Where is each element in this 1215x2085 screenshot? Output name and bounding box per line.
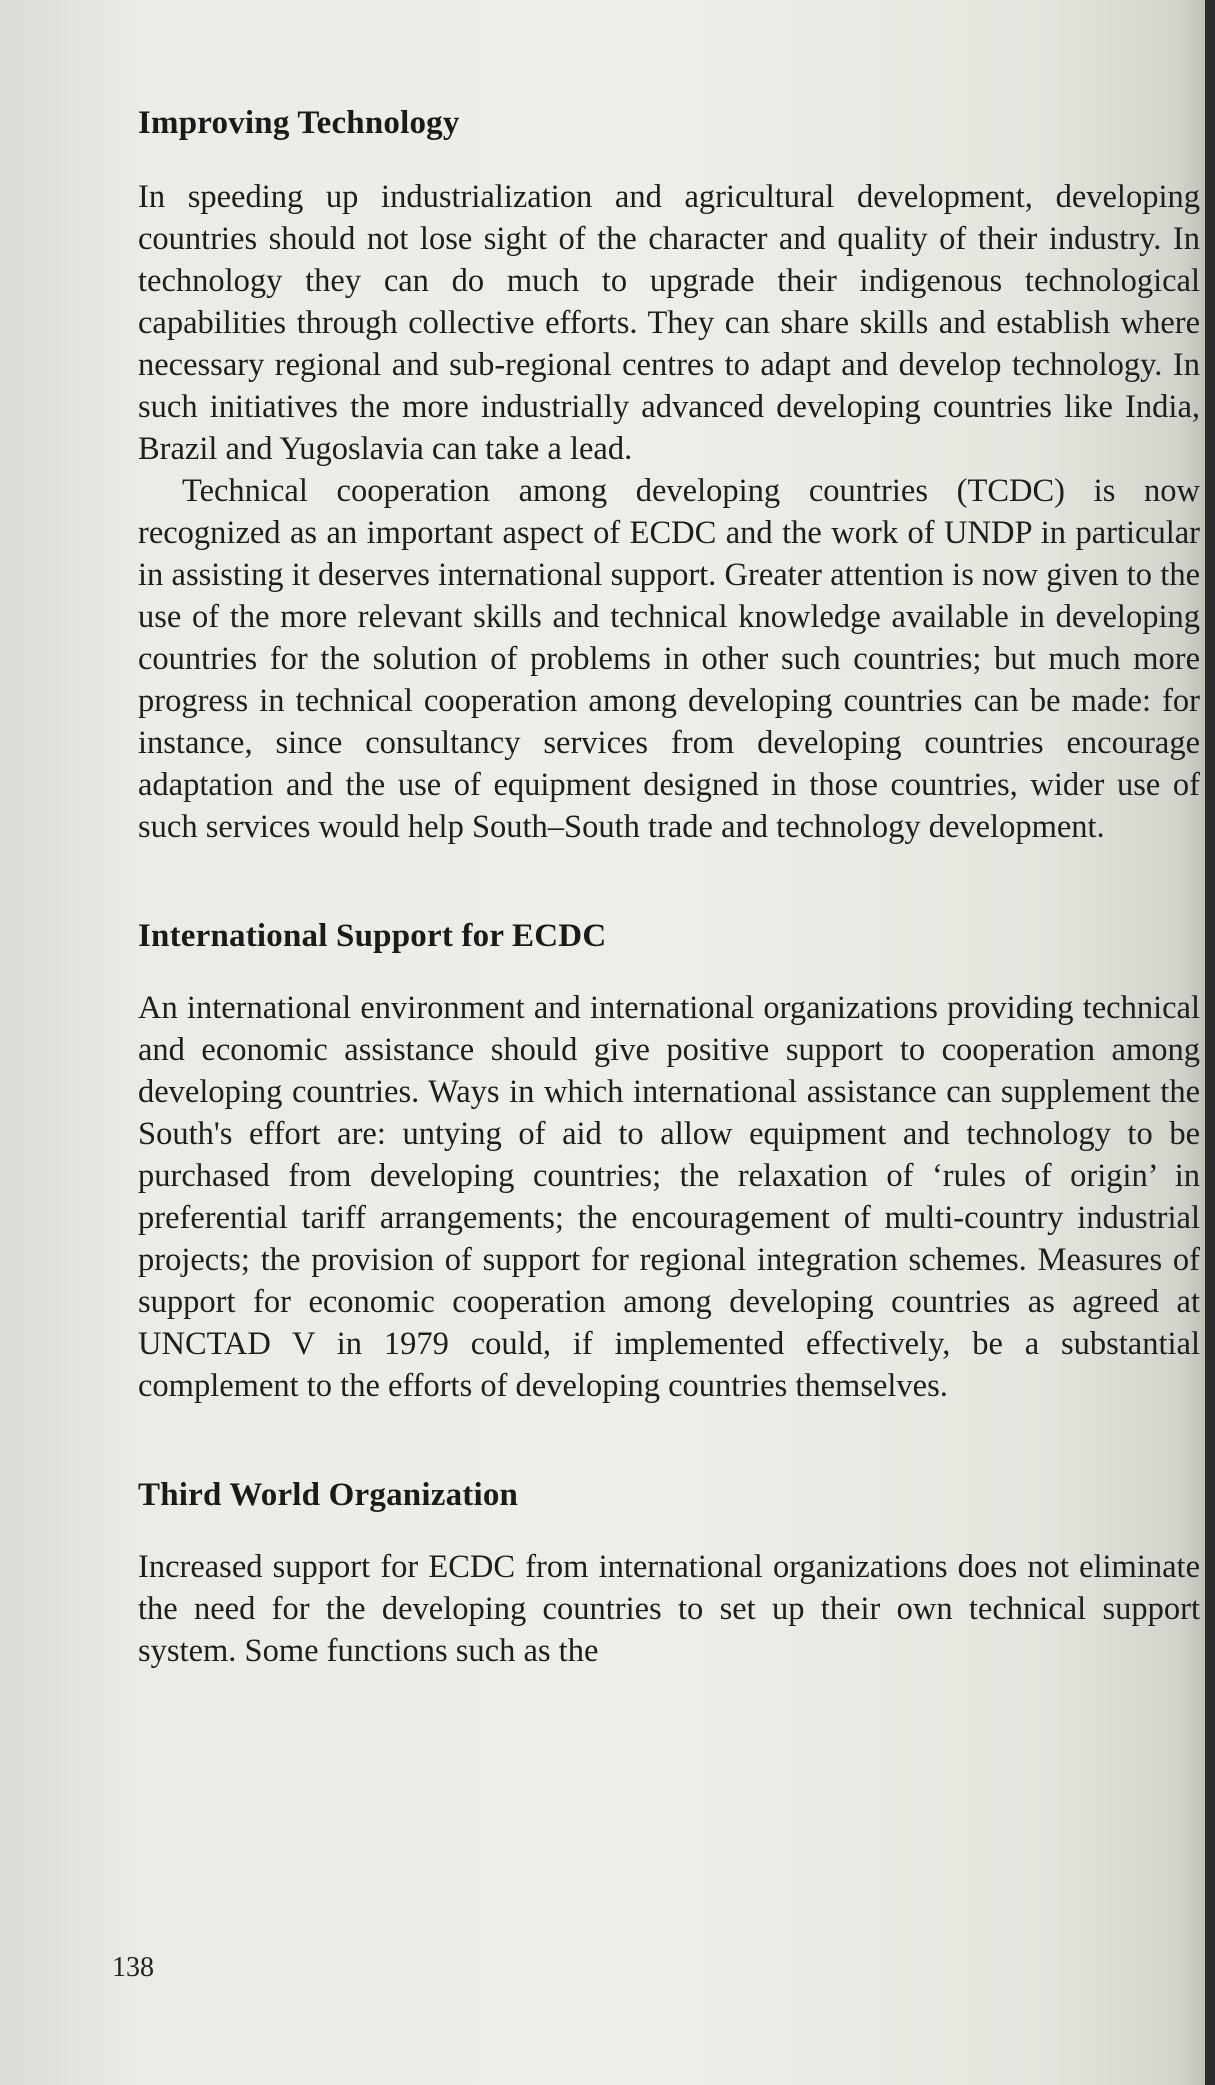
section-heading-international-support: International Support for ECDC — [138, 918, 607, 954]
page-number: 138 — [112, 1952, 154, 1983]
section-heading-third-world-organization: Third World Organization — [138, 1477, 519, 1513]
text-column — [138, 105, 1200, 1672]
paragraph-third-world-organization: Increased support for ECDC from international organizations does not eliminate the need for the developing countries to set up their own technical support system. Some functions such as the — [138, 1549, 1200, 1669]
section-heading-improving-technology: Improving Technology — [138, 105, 460, 141]
paragraph-international-support: An international environment and international organizations providing technical and economic assistance should give positive support to cooperation among developing countries. Ways in which international assistance can supplement the South's effort are: untying of aid to allow equipment and technology to be purchased from developing countries; the relaxation of ‘rules of origin’ in preferential tariff arrangements; the encouragement of multi-country industrial projects; the provision of support for regional integration schemes. Measures of support for economic cooperation among developing countries as agreed at UNCTAD V in 1979 could, if implemented effectively, be a substantial complement to the efforts of developing countries themselves. — [138, 990, 1200, 1404]
paragraph-technology-2: Technical cooperation among developing countries (TCDC) is now recognized as an important aspect of ECDC and the work of UNDP in particular in assisting it deserves international support. Greater attention is now given to the use of the more relevant skills and technical knowledge available in developing countries for the solution of problems in other such countries; but much more progress in technical cooperation among developing countries can be made: for instance, since consultancy services from developing countries encourage adaptation and the use of equipment designed in those countries, wider use of such services would help South–South trade and technology development. — [138, 473, 1200, 845]
paragraph-technology-1: In speeding up industrialization and agricultural development, developing countries should not lose sight of the character and quality of their industry. In technology they can do much to upgrade their indigenous technological capabilities through collective efforts. They can share skills and establish where necessary regional and sub-regional centres to adapt and develop technology. In such initiatives the more industrially advanced developing countries like India, Brazil and Yugoslavia can take a lead. — [138, 179, 1200, 467]
book-spine-edge — [1205, 0, 1215, 2085]
